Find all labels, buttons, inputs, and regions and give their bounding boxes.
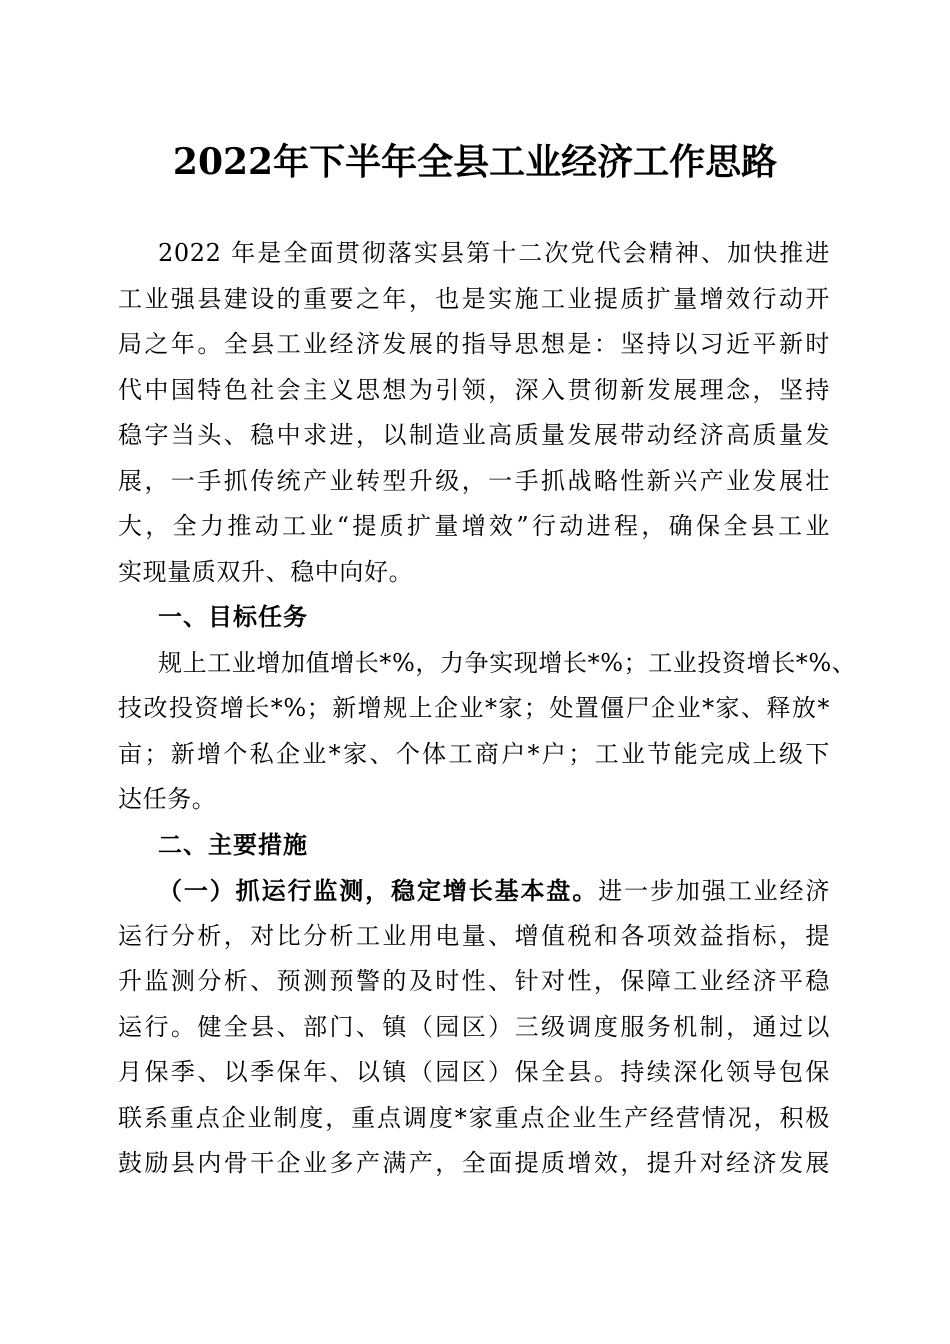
intro-line: 2022 年是全面贯彻落实县第十二次党代会精神、加快推进: [158, 239, 830, 267]
intro-line: 代中国特色社会主义思想为引领，深入贯彻新发展理念，坚持: [118, 375, 830, 404]
section-heading-measures: 二、主要措施: [158, 830, 308, 859]
measures-line: 鼓励县内骨干企业多产满产，全面提质增效，提升对经济发展: [118, 1149, 830, 1177]
measures-line: 升监测分析、预测预警的及时性、针对性，保障工业经济平稳: [118, 967, 830, 995]
goals-line: 亩；新增个私企业*家、个体工商户*户；工业节能完成上级下: [118, 739, 830, 768]
goals-line: 规上工业增加值增长*%，力争实现增长*%；工业投资增长*%、: [158, 648, 857, 677]
intro-line: 稳字当头、稳中求进，以制造业高质量发展带动经济高质量发: [118, 421, 830, 449]
measures-line: 运行。健全县、部门、镇（园区）三级调度服务机制，通过以: [118, 1012, 830, 1041]
intro-line: 大，全力推动工业“提质扩量增效”行动进程，确保全县工业: [118, 512, 830, 540]
intro-line: 实现量质双升、稳中向好。: [118, 557, 414, 586]
measure-line-rest: 进一步加强工业经济: [598, 877, 830, 905]
intro-line: 展，一手抓传统产业转型升级，一手抓战略性新兴产业发展壮: [118, 466, 830, 495]
section-heading-goals: 一、目标任务: [158, 603, 308, 631]
goals-line: 达任务。: [118, 785, 217, 813]
document-title: 2022年下半年全县工业经济工作思路: [172, 141, 778, 183]
measures-line: 运行分析，对比分析工业用电量、增值税和各项效益指标，提: [118, 921, 830, 950]
measure-lead-sentence: （一）抓运行监测，稳定增长基本盘。: [158, 876, 599, 905]
goals-line: 技改投资增长*%；新增规上企业*家；处置僵尸企业*家、释放*: [118, 694, 830, 722]
measures-line: 月保季、以季保年、以镇（园区）保全县。持续深化领导包保: [118, 1058, 830, 1086]
measures-first-line: [118, 868, 830, 914]
intro-line: 工业强县建设的重要之年，也是实施工业提质扩量增效行动开: [118, 284, 830, 313]
measures-line: 联系重点企业制度，重点调度*家重点企业生产经营情况，积极: [118, 1103, 830, 1132]
document-body: [118, 231, 857, 1187]
intro-line: 局之年。全县工业经济发展的指导思想是：坚持以习近平新时: [118, 330, 830, 358]
